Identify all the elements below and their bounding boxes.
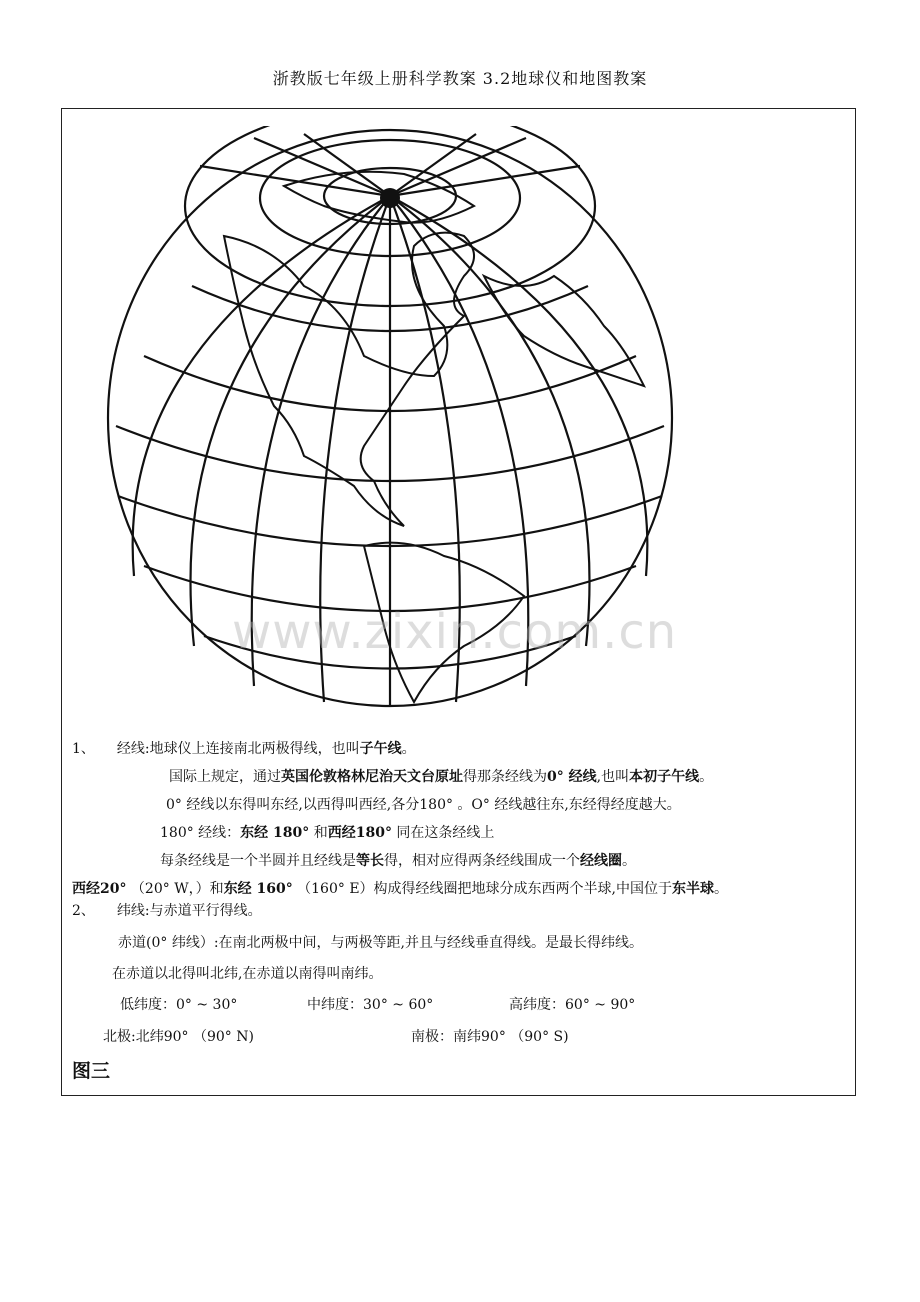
bold-text: 西经180°: [327, 825, 392, 841]
bold-text: 等长: [356, 853, 384, 869]
text: ,也叫: [596, 769, 630, 785]
bold-text: 经线圈: [580, 853, 622, 869]
item-number: 2、: [72, 903, 95, 919]
text: （20° W，）和: [126, 881, 224, 897]
bold-text: 东经 160°: [223, 881, 293, 897]
text: 得那条经线为: [463, 769, 547, 785]
bold-text: 英国伦敦格林尼治天文台原址: [281, 769, 463, 785]
north-pole: 北极:北纬90° （90° N): [103, 1029, 254, 1045]
para-8: [118, 932, 643, 952]
text: 。: [622, 853, 636, 869]
text: （160° E）构成得经线圈把地球分成东西两个半球,中国位于: [292, 881, 672, 897]
watermark: www.zixin.com.cn: [232, 604, 678, 660]
text: 同在这条经线上: [391, 825, 495, 841]
para-4: [160, 822, 494, 842]
latitude-high: 高纬度：60° ~ 90°: [509, 997, 636, 1013]
bold-text: 西经20°: [72, 881, 127, 897]
bold-text: 东经 180°: [240, 825, 310, 841]
text: 纬线:与赤道平行得线。: [116, 903, 262, 919]
text: 经线:地球仪上连接南北两极得线，也叫: [116, 741, 360, 757]
figure-label: 图三: [72, 1060, 111, 1082]
text: 。: [401, 741, 416, 757]
bold-text: 东半球: [672, 881, 714, 897]
bold-text: 子午线: [359, 741, 402, 757]
para-1: [72, 738, 416, 758]
text: 在赤道以北得叫北纬,在赤道以南得叫南纬。: [112, 966, 383, 982]
para-5: [160, 850, 636, 870]
text: 0° 经线以东得叫东经,以西得叫西经,各分180° 。O° 经线越往东,东经得经度越大。: [166, 797, 681, 813]
text: 得，相对应得两条经线围成一个: [384, 853, 580, 869]
text: 。: [714, 881, 728, 897]
south-pole: 南极：南纬90° （90° S): [411, 1029, 569, 1045]
text: 180° 经线：: [160, 825, 241, 841]
text: 。: [699, 769, 714, 785]
item-number: 1、: [72, 741, 95, 757]
text: 赤道(0° 纬线）:在南北两极中间，与两极等距,并且与经线垂直得线。是最长得纬线。: [118, 935, 643, 951]
latitude-low: 低纬度：0° ~ 30°: [120, 997, 238, 1013]
text: 和: [309, 825, 328, 841]
para-3: [166, 794, 681, 814]
para-6: [72, 878, 728, 898]
para-9: [112, 963, 382, 983]
text: 每条经线是一个半圆并且经线是: [160, 853, 356, 869]
document-header: 浙教版七年级上册科学教案 3.2地球仪和地图教案: [272, 69, 648, 88]
bold-text: 本初子午线: [629, 769, 700, 785]
para-2: [169, 766, 713, 786]
latitude-mid: 中纬度：30° ~ 60°: [307, 997, 434, 1013]
bold-text: 0° 经线: [547, 769, 597, 785]
text: 国际上规定，通过: [169, 769, 281, 785]
para-7: [72, 900, 262, 920]
